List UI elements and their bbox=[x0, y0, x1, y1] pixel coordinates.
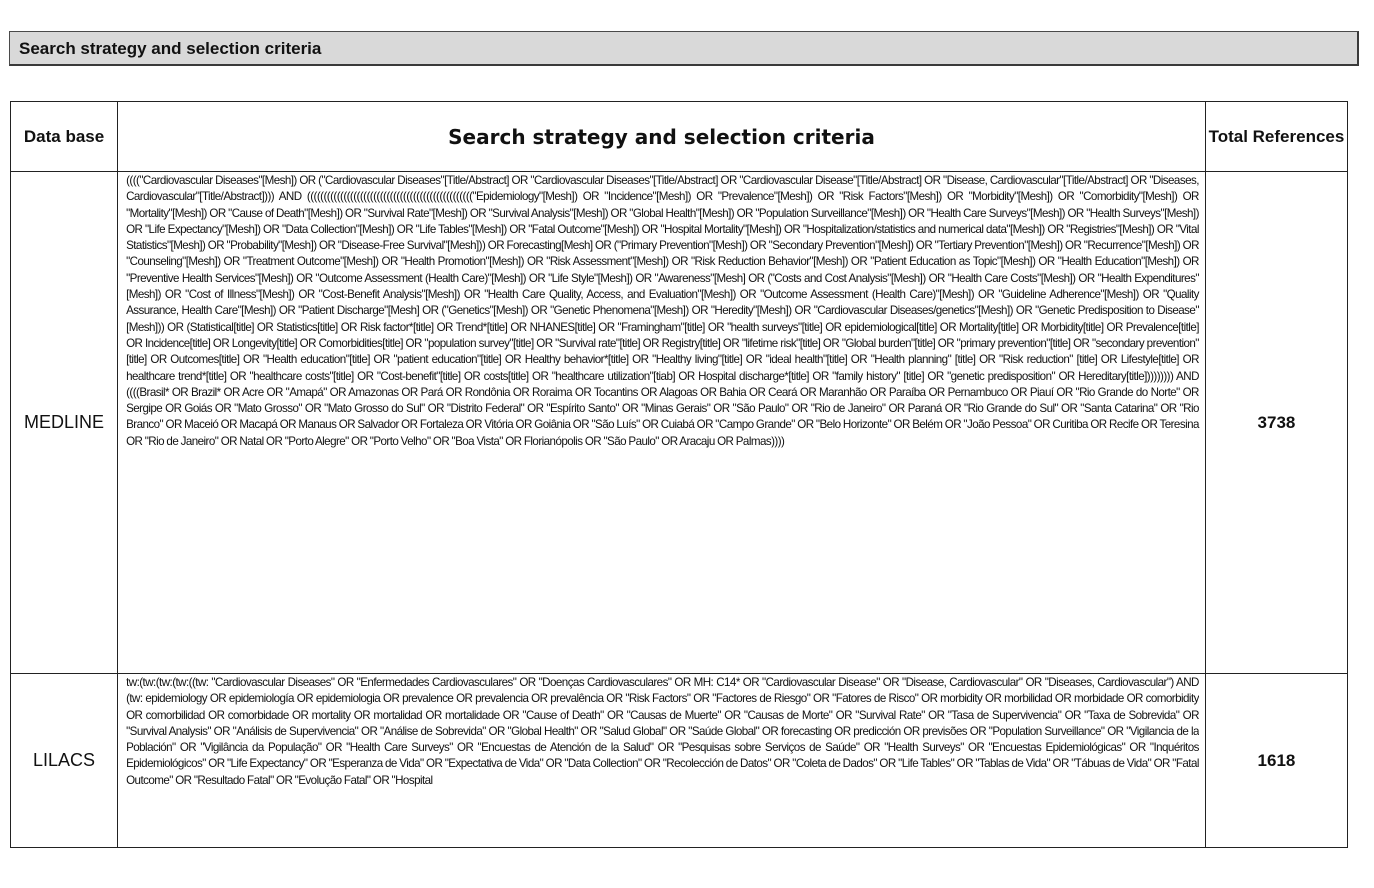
search-strategy-text: tw:(tw:(tw:(tw:((tw: "Cardiovascular Diseases" OR "Enfermedades Cardiovasculares" OR "Doenças Cardiovasculares" OR MH: C14* OR "Cardiovascular Disease" OR "Disease, Cardiovascular" OR "Diseases, Cardiovascular") AND (tw: epidemiology OR epidemiología OR epidemiologia OR prevalence OR prevalencia OR prevalência OR "Risk Factors" OR "Factores de Riesgo" OR "Fatores de Risco" OR morbidity OR morbilidad OR morbidade OR comorbidity OR comorbilidad OR comorbidade OR mortality OR mortalidad OR mortalidade OR "Cause of Death" OR "Causas de Muerte" OR "Causas de Morte" OR "Survival Rate" OR "Tasa de Supervivencia" OR "Taxa de Sobrevida" OR "Survival Analysis" OR "Análisis de Supervivencia" OR "Análise de Sobrevida" OR "Global Health" OR "Salud Global" OR "Saúde Global" OR forecasting OR predicción OR previsões OR "Population Surveillance" OR "Vigilancia de la Población" OR "Vigilância da População" OR "Health Care Surveys" OR "Encuestas de Atención de la Salud" OR "Pesquisas sobre Serviços de Saúde" OR "Health Surveys" OR "Encuestas Epidemiológicas" OR "Inquéritos Epidemiológicos" OR "Life Expectancy" OR "Esperanza de Vida" OR "Expectativa de Vida" OR "Data Collection" OR "Recolección de Datos" OR "Coleta de Dados" OR "Life Tables" OR "Tablas de Vida" OR "Tábuas de Vida" OR "Fatal Outcome" OR "Resultado Fatal" OR "Evolução Fatal" OR "Hospital bbox=[126, 676, 1199, 787]
database-name: LILACS bbox=[11, 674, 118, 848]
database-name: MEDLINE bbox=[11, 172, 118, 674]
search-strategy-clip bbox=[126, 675, 1199, 846]
search-strategy-cell bbox=[118, 172, 1206, 674]
search-strategy-cell bbox=[118, 674, 1206, 848]
total-references: 1618 bbox=[1205, 674, 1347, 848]
table-row bbox=[11, 674, 1348, 848]
header-total-references: Total References bbox=[1205, 102, 1347, 172]
search-strategy-text: (((("Cardiovascular Diseases"[Mesh]) OR ("Cardiovascular Diseases"[Title/Abstract] OR "Cardiovascular Diseases"[Title/Abstract] OR "Cardiovascular Disease"[Title/Abstract] OR "Disease, Cardiovascular"[Title/Abstract] OR "Diseases, Cardiovascular"[Title/Abstract]))) AND (((((((((((((((((((((((((((((((((((((((((((((((((("Epidemiology"[Mesh]) OR "Incidence"[Mesh]) OR "Prevalence"[Mesh]) OR "Risk Factors"[Mesh]) OR "Morbidity"[Mesh]) OR "Comorbidity"[Mesh]) OR "Mortality"[Mesh]) OR "Cause of Death"[Mesh]) OR "Survival Rate"[Mesh]) OR "Survival Analysis"[Mesh]) OR "Global Health"[Mesh]) OR "Population Surveillance"[Mesh]) OR "Health Care Surveys"[Mesh]) OR "Health Surveys"[Mesh]) OR "Life Expectancy"[Mesh]) OR "Data Collection"[Mesh]) OR "Life Tables"[Mesh]) OR "Fatal Outcome"[Mesh]) OR "Hospital Mortality"[Mesh]) OR "Hospitalization/statistics and numerical data"[Mesh]) OR "Registries"[Mesh]) OR "Vital Statistics"[Mesh]) OR "Probability"[Mesh]) OR "Disease-Free Survival"[Mesh])) OR Forecasting[Mesh] OR ("Primary Prevention"[Mesh]) OR "Secondary Prevention"[Mesh]) OR "Tertiary Prevention"[Mesh]) OR "Recurrence"[Mesh]) OR "Counseling"[Mesh]) OR "Treatment Outcome"[Mesh]) OR "Health Promotion"[Mesh]) OR "Risk Assessment"[Mesh]) OR "Risk Reduction Behavior"[Mesh]) OR "Patient Education as Topic"[Mesh]) OR "Health Education"[Mesh]) OR "Preventive Health Services"[Mesh]) OR "Outcome Assessment (Health Care)"[Mesh]) OR "Life Style"[Mesh]) OR "Awareness"[Mesh] OR ("Costs and Cost Analysis"[Mesh]) OR "Health Care Costs"[Mesh]) OR "Health Expenditures"[Mesh]) OR "Cost of Illness"[Mesh]) OR "Cost-Benefit Analysis"[Mesh]) OR "Health Care Quality, Access, and Evaluation"[Mesh]) OR "Outcome Assessment (Health Care)"[Mesh]) OR "Guideline Adherence"[Mesh]) OR "Quality Assurance, Health Care"[Mesh]) OR "Patient Discharge"[Mesh] OR ("Genetics"[Mesh]) OR "Genetic Phenomena"[Mesh]) OR "Heredity"[Mesh]) OR "Cardiovascular Diseases/genetics"[Mesh]) OR "Genetic Predisposition to Disease"[Mesh])) OR (Statistical[title] OR Statistics[title] OR Risk factor*[title] OR Trend*[title] OR NHANES[title] OR "Framingham"[title] OR "health surveys"[title] OR epidemiological[title] OR Mortality[title] OR Morbidity[title] OR Prevalence[title] OR Incidence[title] OR Longevity[title] OR Comorbidities[title] OR "population survey"[title] OR "Survival rate"[title] OR Registry[title] OR "lifetime risk"[title] OR "Global burden"[title] OR "primary prevention"[title] OR "secondary prevention"[title] OR Outcomes[title] OR "Health education"[title] OR "patient education"[title] OR Healthy behavior*[title] OR "Healthy living"[title] OR "ideal health"[title] OR "Health planning" [title] OR "Risk reduction" [title] OR Lifestyle[title] OR healthcare trend*[title] OR "healthcare costs"[title] OR "Cost-benefit"[title] OR costs[title] OR "healthcare utilization"[tiab] OR Hospital discharge*[title] OR "family history" [title] OR "genetic predisposition" OR Hereditary[title])))))))) AND ((((Brasil* OR Brazil* OR Acre OR "Amapá" OR Amazonas OR Pará OR Rondônia OR Roraima OR Tocantins OR Alagoas OR Bahia OR Ceará OR Maranhão OR Paraíba OR Pernambuco OR Piauí OR "Rio Grande do Norte" OR Sergipe OR Goiás OR "Mato Grosso" OR "Mato Grosso do Sul" OR "Distrito Federal" OR "Espírito Santo" OR "Minas Gerais" OR "São Paulo" OR "Rio de Janeiro" OR Paraná OR "Rio Grande do Sul" OR "Santa Catarina" OR "Rio Branco" OR Maceió OR Macapá OR Manaus OR Salvador OR Fortaleza OR Vitória OR Goiânia OR "São Luís" OR Cuiabá OR "Campo Grande" OR "Belo Horizonte" OR Belém OR "João Pessoa" OR Curitiba OR Recife OR Teresina OR "Rio de Janeiro" OR Natal OR "Porto Alegre" OR "Porto Velho" OR "Boa Vista" OR Florianópolis OR "São Paulo" OR Aracaju OR Palmas)))) bbox=[126, 174, 1199, 448]
header-database: Data base bbox=[11, 102, 118, 172]
table-row bbox=[11, 172, 1348, 674]
header-strategy: Search strategy and selection criteria bbox=[118, 102, 1206, 172]
section-title: Search strategy and selection criteria bbox=[9, 31, 1359, 66]
table-header-row bbox=[11, 102, 1348, 172]
search-strategy-table bbox=[10, 101, 1348, 848]
total-references: 3738 bbox=[1205, 172, 1347, 674]
